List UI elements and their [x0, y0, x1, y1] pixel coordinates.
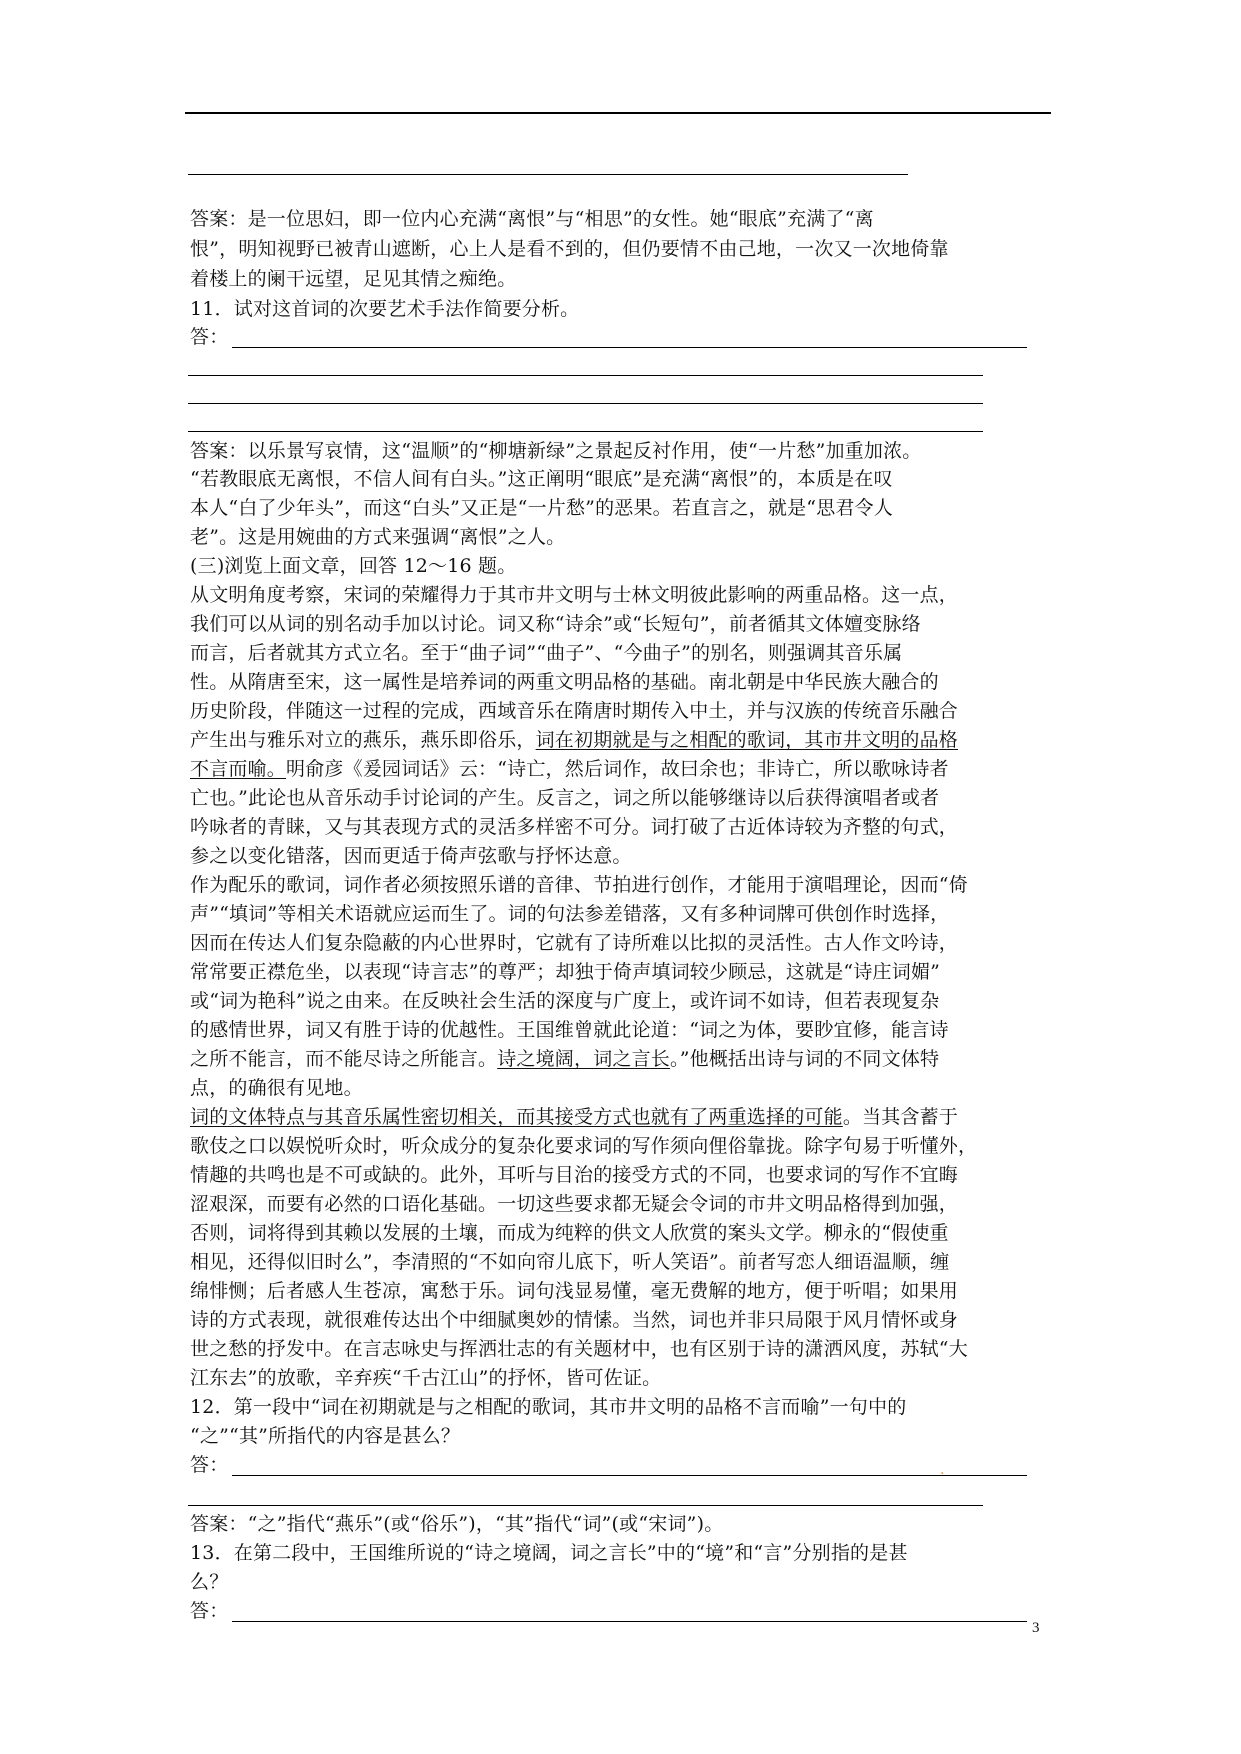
- para3-line-4: 涩艰深，而要有必然的口语化基础。一切这些要求都无疑会令词的市井文明品格得到加强，: [190, 1193, 959, 1215]
- para3-line-2: 歌伎之口以娱悦听众时，听众成分的复杂化要求词的写作须向俚俗靠拢。除字句易于听懂外，: [190, 1135, 978, 1157]
- para1-line-2: 我们可以从词的别名动手加以讨论。词又称“诗余”或“长短句”，前者循其文体嬗变脉络: [190, 613, 921, 635]
- para2-line-7-plain-b: 。”他概括出诗与词的不同文体特: [670, 1048, 940, 1070]
- para2-line-4: 常常要正襟危坐，以表现“诗言志”的尊严；却独于倚声填词较少顾忌，这就是“诗庄词媚”: [190, 961, 941, 983]
- answer11-line-2: “若教眼底无离恨，不信人间有白头。”这正阐明“眼底”是充满“离恨”的，本质是在叹: [190, 468, 893, 490]
- para3-line-8: 诗的方式表现，就很难传达出个中细腻奥妙的情愫。当然，词也并非只局限于风月情怀或身: [190, 1309, 959, 1331]
- question-11: 11．试对这首词的次要艺术手法作简要分析。: [190, 298, 580, 320]
- para2-line-7-plain-a: 之所不能言，而不能尽诗之所能言。: [190, 1048, 498, 1070]
- para1-line-6-plain: 产生出与雅乐对立的燕乐，燕乐即俗乐，: [190, 729, 536, 751]
- header-rule: [185, 112, 1051, 114]
- para1-line-7-plain: 明俞彦《爰园词话》云：“诗亡，然后词作，故曰余也；非诗亡，所以歌咏诗者: [286, 758, 949, 780]
- para1-line-4: 性。从隋唐至宋，这一属性是培养词的两重文明品格的基础。南北朝是中华民族大融合的: [190, 671, 939, 693]
- para3-line-7: 绵悱恻；后者感人生苍凉，寓愁于乐。词句浅显易懂，毫无费解的地方，便于听唱；如果用: [190, 1280, 959, 1302]
- q12-answer-line-2[interactable]: [188, 1505, 983, 1506]
- q12-answer-prefix: 答：: [190, 1454, 229, 1476]
- para3-line-9: 世之愁的抒发中。在言志咏史与挥洒壮志的有关题材中，也有区别于诗的潇洒风度，苏轼“大: [190, 1338, 968, 1360]
- para2-line-6: 的感情世界，词又有胜于诗的优越性。王国维曾就此论道：“词之为体，要眇宜修，能言诗: [190, 1019, 949, 1041]
- q11-answer-line-2[interactable]: [188, 375, 983, 376]
- para2-line-2: 声”“填词”等相关术语就应运而生了。词的句法参差错落，又有多种词牌可供创作时选择，: [190, 903, 950, 925]
- section3-heading: (三)浏览上面文章，回答 12～16 题。: [190, 555, 517, 577]
- q11-answer-line-1[interactable]: [232, 347, 1027, 348]
- question-13-line-2: 么？: [190, 1571, 229, 1593]
- answer10-line-1: 答案：是一位思妇，即一位内心充满“离恨”与“相思”的女性。她“眼底”充满了“离: [190, 208, 874, 230]
- para1-line-1: 从文明角度考察，宋词的荣耀得力于其市井文明与士林文明彼此影响的两重品格。这一点，: [190, 584, 959, 606]
- q11-answer-line-3[interactable]: [188, 403, 983, 404]
- q11-answer-line-4[interactable]: [188, 431, 983, 432]
- para1-line-7: [190, 755, 1090, 783]
- para2-line-3: 因而在传达人们复杂隐蔽的内心世界时，它就有了诗所难以比拟的灵活性。古人作文吟诗，: [190, 932, 959, 954]
- question-12-line-1: 12．第一段中“词在初期就是与之相配的歌词，其市井文明的品格不言而喻”一句中的: [190, 1396, 907, 1418]
- para3-line-1-plain: 。当其含蓄于: [842, 1106, 959, 1128]
- para1-underlined-sentence-b: 不言而喻。: [190, 758, 287, 780]
- page-number: 3: [1032, 1620, 1040, 1636]
- orange-dot-mark: .: [940, 1462, 945, 1478]
- para2-underlined-quote: 诗之境阔，词之言长: [497, 1048, 671, 1070]
- para1-line-5: 历史阶段，伴随这一过程的完成，西域音乐在隋唐时期传入中土，并与汉族的传统音乐融合: [190, 700, 959, 722]
- q13-answer-line-1[interactable]: [232, 1621, 1027, 1622]
- para3-line-10: 江东去”的放歌，辛弃疾“千古江山”的抒怀，皆可佐证。: [190, 1367, 662, 1389]
- para3-underlined-sentence: 词的文体特点与其音乐属性密切相关，而其接受方式也就有了两重选择的可能: [190, 1106, 843, 1128]
- para1-line-8: 亡也。”此论也从音乐动手讨论词的产生。反言之，词之所以能够继诗以后获得演唱者或者: [190, 787, 940, 809]
- question-12-line-2: “之”“其”所指代的内容是甚么？: [190, 1425, 461, 1447]
- para1-underlined-sentence-a: 词在初期就是与之相配的歌词，其市井文明的品格: [535, 729, 959, 751]
- answer11-line-4: 老”。这是用婉曲的方式来强调“离恨”之人。: [190, 526, 566, 548]
- q13-answer-prefix: 答：: [190, 1600, 229, 1622]
- answer11-line-1: 答案：以乐景写哀情，这“温顺”的“柳塘新绿”之景起反衬作用，使“一片愁”加重加浓。: [190, 440, 922, 462]
- para3-line-6: 相见，还得似旧时么”，李清照的“不如向帘儿底下，听人笑语”。前者写恋人细语温顺，缠: [190, 1251, 950, 1273]
- para3-line-1: [190, 1103, 1090, 1131]
- question-13-line-1: 13．在第二段中，王国维所说的“诗之境阔，词之言长”中的“境”和“言”分别指的是甚: [190, 1542, 908, 1564]
- para3-line-3: 情趣的共鸣也是不可或缺的。此外，耳听与目治的接受方式的不同，也要求词的写作不宜晦: [190, 1164, 959, 1186]
- para2-line-7: [190, 1045, 1090, 1073]
- q11-answer-prefix: 答：: [190, 326, 229, 348]
- para1-line-9: 吟咏者的青睐，又与其表现方式的灵活多样密不可分。词打破了古近体诗较为齐整的句式，: [190, 816, 959, 838]
- answer11-line-3: 本人“白了少年头”，而这“白头”又正是“一片愁”的恶果。若直言之，就是“思君令人: [190, 497, 893, 519]
- answer10-line-3: 着楼上的阑干远望，足见其情之痴绝。: [190, 268, 517, 290]
- answer10-line-2: 恨”，明知视野已被青山遮断，心上人是看不到的，但仍要情不由己地，一次又一次地倚靠: [190, 238, 949, 260]
- para2-line-1: 作为配乐的歌词，词作者必须按照乐谱的音律、节拍进行创作，才能用于演唱理论，因而“倚: [190, 874, 968, 896]
- answer-blank-line: [188, 174, 908, 175]
- para1-line-6: [190, 726, 1090, 754]
- para1-line-10: 参之以变化错落，因而更适于倚声弦歌与抒怀达意。: [190, 845, 632, 867]
- para2-line-8: 点，的确很有见地。: [190, 1077, 363, 1099]
- para3-line-5: 否则，词将得到其赖以发展的土壤，而成为纯粹的供文人欣赏的案头文学。柳永的“假使重: [190, 1222, 949, 1244]
- q12-answer-line-1[interactable]: [232, 1475, 1027, 1476]
- para2-line-5: 或“词为艳科”说之由来。在反映社会生活的深度与广度上，或许词不如诗，但若表现复杂: [190, 990, 940, 1012]
- para1-line-3: 而言，后者就其方式立名。至于“曲子词”“曲子”、“今曲子”的别名，则强调其音乐属: [190, 642, 903, 664]
- answer12: 答案：“之”指代“燕乐”(或“俗乐”)，“其”指代“词”(或“宋词”)。: [190, 1513, 724, 1535]
